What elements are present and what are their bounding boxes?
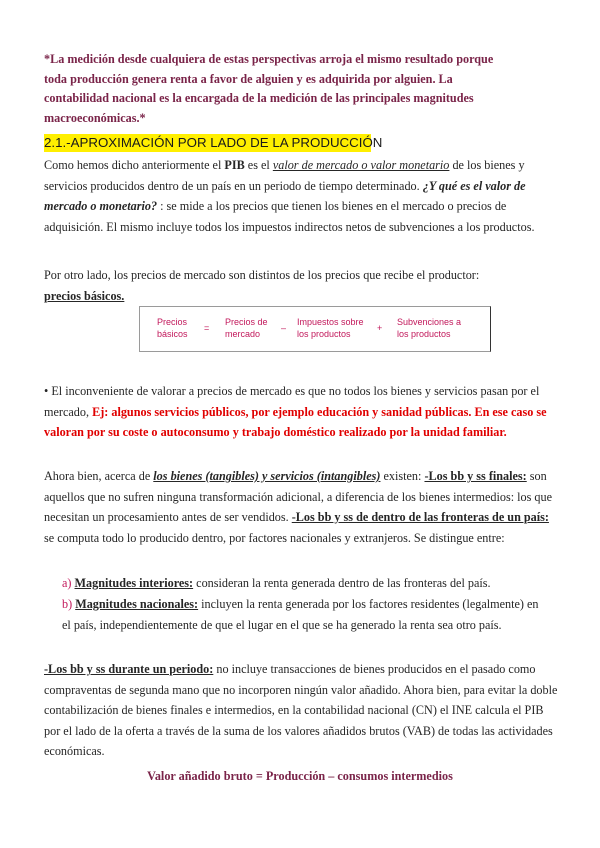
paragraph-bienes bbox=[44, 466, 560, 548]
text: es el bbox=[244, 158, 273, 172]
list-title: Magnitudes interiores: bbox=[74, 576, 194, 590]
vab-equation: Valor añadido bruto = Producción – consumos intermedios bbox=[147, 769, 453, 783]
text: se computa todo lo producido dentro, por factores nacionales y extranjeros. Se distingue entre: bbox=[44, 530, 505, 545]
fronteras-term: -Los bb y ss de dentro de las fronteras de un país: bbox=[291, 510, 549, 524]
formula-operator: + bbox=[377, 323, 383, 333]
section-heading: 2.1.-APROXIMACIÓN POR LADO DE LA PRODUCCIÓN bbox=[44, 135, 383, 150]
text: existen: bbox=[380, 469, 425, 483]
question: ¿Y qué es el valor de mercado o monetario? bbox=[44, 178, 526, 213]
intro-line: contabilidad nacional es la encargada de la medición de las principales magnitudes bbox=[44, 91, 474, 105]
text: son aquellos que no sufren ninguna transformación adicional, a diferencia de los bienes intermedios: los que necesitan un procesamiento antes de ser vendidos. bbox=[44, 469, 552, 524]
list-item-b bbox=[62, 594, 542, 635]
text: • El inconveniente de valorar a precios de mercado es que no todos los bienes y servicios pasan por el mercado, bbox=[44, 384, 540, 419]
list-title: Magnitudes nacionales: bbox=[75, 597, 199, 611]
intro-line: *La medición desde cualquiera de estas perspectivas arroja el mismo resultado porque bbox=[44, 52, 494, 66]
formula-operator: = bbox=[204, 323, 210, 333]
list-marker: a) bbox=[62, 576, 72, 590]
formula-operator: – bbox=[281, 323, 287, 333]
formula-term: Precios de mercado bbox=[225, 317, 268, 339]
paragraph-inconveniente bbox=[44, 381, 560, 443]
text: Como hemos dicho anteriormente el bbox=[44, 158, 225, 172]
paragraph-periodo bbox=[44, 659, 560, 762]
formula-box bbox=[139, 306, 491, 352]
text: Por otro lado, los precios de mercado son distintos de los precios que recibe el productor: bbox=[44, 268, 480, 282]
list-marker: b) bbox=[62, 597, 73, 611]
finales-term: -Los bb y ss finales: bbox=[424, 469, 527, 483]
bienes-term: los bienes (tangibles) y servicios (intangibles) bbox=[153, 469, 381, 483]
formula-term: Impuestos sobre los productos bbox=[297, 317, 364, 339]
precios-basicos-term: precios básicos. bbox=[44, 288, 125, 303]
formula-term: Precios básicos bbox=[157, 317, 188, 339]
intro-line: macroeconómicas.* bbox=[44, 110, 146, 125]
text: : se mide a los precios que tienen los bienes en el mercado o precios de adquisición. El mismo incluye todos los impuestos indirectos netos de subvenciones a los productos. bbox=[44, 199, 535, 234]
text: no incluye transacciones de bienes producidos en el pasado como compraventas de segunda mano que no incorporen ningún valor añadido. Ahora bien, para evitar la doble contabilización de bienes finales e intermedios, en la contabilidad nacional (CN) el INE calcula el PIB por el lado de la oferta a través de la suma de los valores añadidos brutos (VAB) de todas las actividades económicas. bbox=[44, 662, 558, 758]
valor-term: valor de mercado o valor monetario bbox=[272, 158, 450, 172]
list-item-a bbox=[62, 573, 542, 594]
formula-term: Subvenciones a los productos bbox=[397, 317, 462, 339]
paragraph-pib bbox=[44, 155, 560, 237]
text: consideran la renta generada dentro de las fronteras del país. bbox=[193, 576, 491, 590]
example-text: Ej: algunos servicios públicos, por ejemplo educación y sanidad públicas. En ese caso se valoran por su coste o autoconsumo y trabajo doméstico realizado por la unidad familiar. bbox=[44, 404, 547, 439]
pib-term: PIB bbox=[224, 158, 245, 172]
text: incluyen la renta generada por los factores residentes (legalmente) en el país, independientemente de que el lugar en el que se ha generado la renta sea otro país. bbox=[62, 597, 539, 632]
text: de los bienes y servicios producidos dentro de un país en un periodo de tiempo determinado. bbox=[44, 158, 525, 193]
intro-note bbox=[44, 50, 544, 128]
intro-line: toda producción genera renta a favor de alguien y es adquirida por alguien. La bbox=[44, 71, 453, 86]
text: Ahora bien, acerca de bbox=[44, 469, 154, 483]
paragraph-precios bbox=[44, 265, 560, 306]
periodo-term: -Los bb y ss durante un periodo: bbox=[44, 662, 214, 676]
